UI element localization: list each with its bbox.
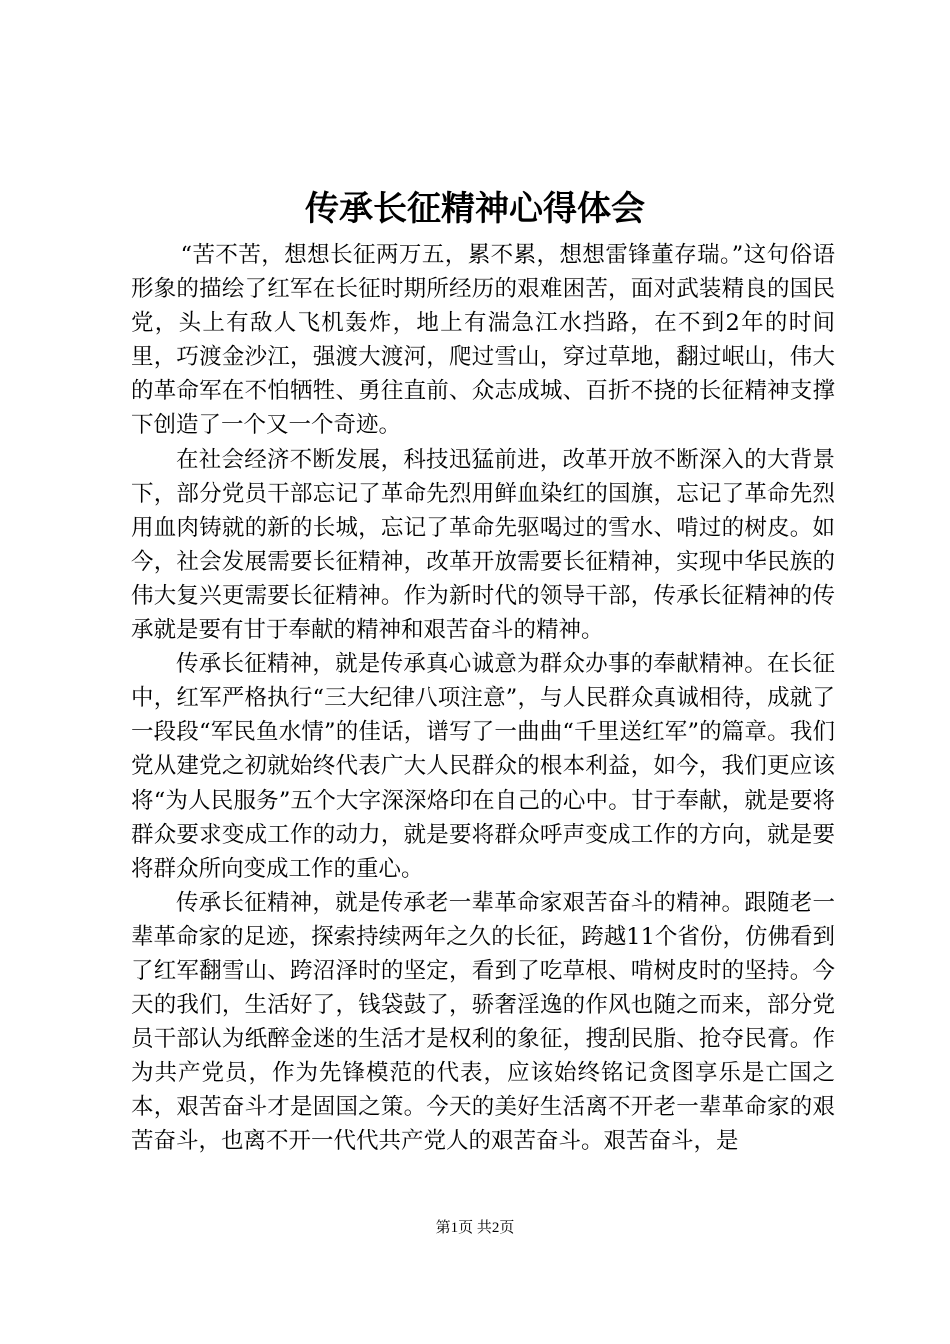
document-body bbox=[131, 238, 835, 1159]
paragraph-2: 在社会经济不断发展，科技迅猛前进，改革开放不断深入的大背景下，部分党员干部忘记了革命先烈用鲜血染红的国旗，忘记了革命先烈用血肉铸就的新的长城，忘记了革命先驱喝过的雪水、啃过的树皮。如今，社会发展需要长征精神，改革开放需要长征精神，实现中华民族的伟大复兴更需要长征精神。作为新时代的领导干部，传承长征精神的传承就是要有甘于奉献的精神和艰苦奋斗的精神。 bbox=[131, 446, 835, 644]
document-title: 传承长征精神心得体会 bbox=[305, 189, 645, 229]
paragraph-1: “苦不苦，想想长征两万五，累不累，想想雷锋董存瑞。”这句俗语形象的描绘了红军在长征时期所经历的艰难困苦，面对武装精良的国民党，头上有敌人飞机轰炸，地上有湍急江水挡路，在不到2年的时间里，巧渡金沙江，强渡大渡河，爬过雪山，穿过草地，翻过岷山，伟大的革命军在不怕牺牲、勇往直前、众志成城、百折不挠的长征精神支撑下创造了一个又一个奇迹。 bbox=[131, 242, 835, 439]
paragraph-4: 传承长征精神，就是传承老一辈革命家艰苦奋斗的精神。跟随老一辈革命家的足迹，探索持续两年之久的长征，跨越11个省份，仿佛看到了红军翻雪山、跨沼泽时的坚定，看到了吃草根、啃树皮时的坚持。今天的我们，生活好了，钱袋鼓了，骄奢淫逸的作风也随之而来，部分党员干部认为纸醉金迷的生活才是权利的象征，搜刮民脂、抢夺民膏。作为共产党员，作为先锋模范的代表，应该始终铭记贪图享乐是亡国之本，艰苦奋斗才是固国之策。今天的美好生活离不开老一辈革命家的艰苦奋斗，也离不开一代代共产党人的艰苦奋斗。艰苦奋斗，是 bbox=[131, 889, 835, 1155]
page-footer: 第1页 共2页 bbox=[435, 1220, 515, 1236]
paragraph-3: 传承长征精神，就是传承真心诚意为群众办事的奉献精神。在长征中，红军严格执行“三大纪律八项注意”，与人民群众真诚相待，成就了一段段“军民鱼水情”的佳话，谱写了一曲曲“千里送红军”的篇章。我们党从建党之初就始终代表广大人民群众的根本利益，如今，我们更应该将“为人民服务”五个大字深深烙印在自己的心中。甘于奉献，就是要将群众要求变成工作的动力，就是要将群众呼声变成工作的方向，就是要将群众所向变成工作的重心。 bbox=[131, 651, 835, 882]
